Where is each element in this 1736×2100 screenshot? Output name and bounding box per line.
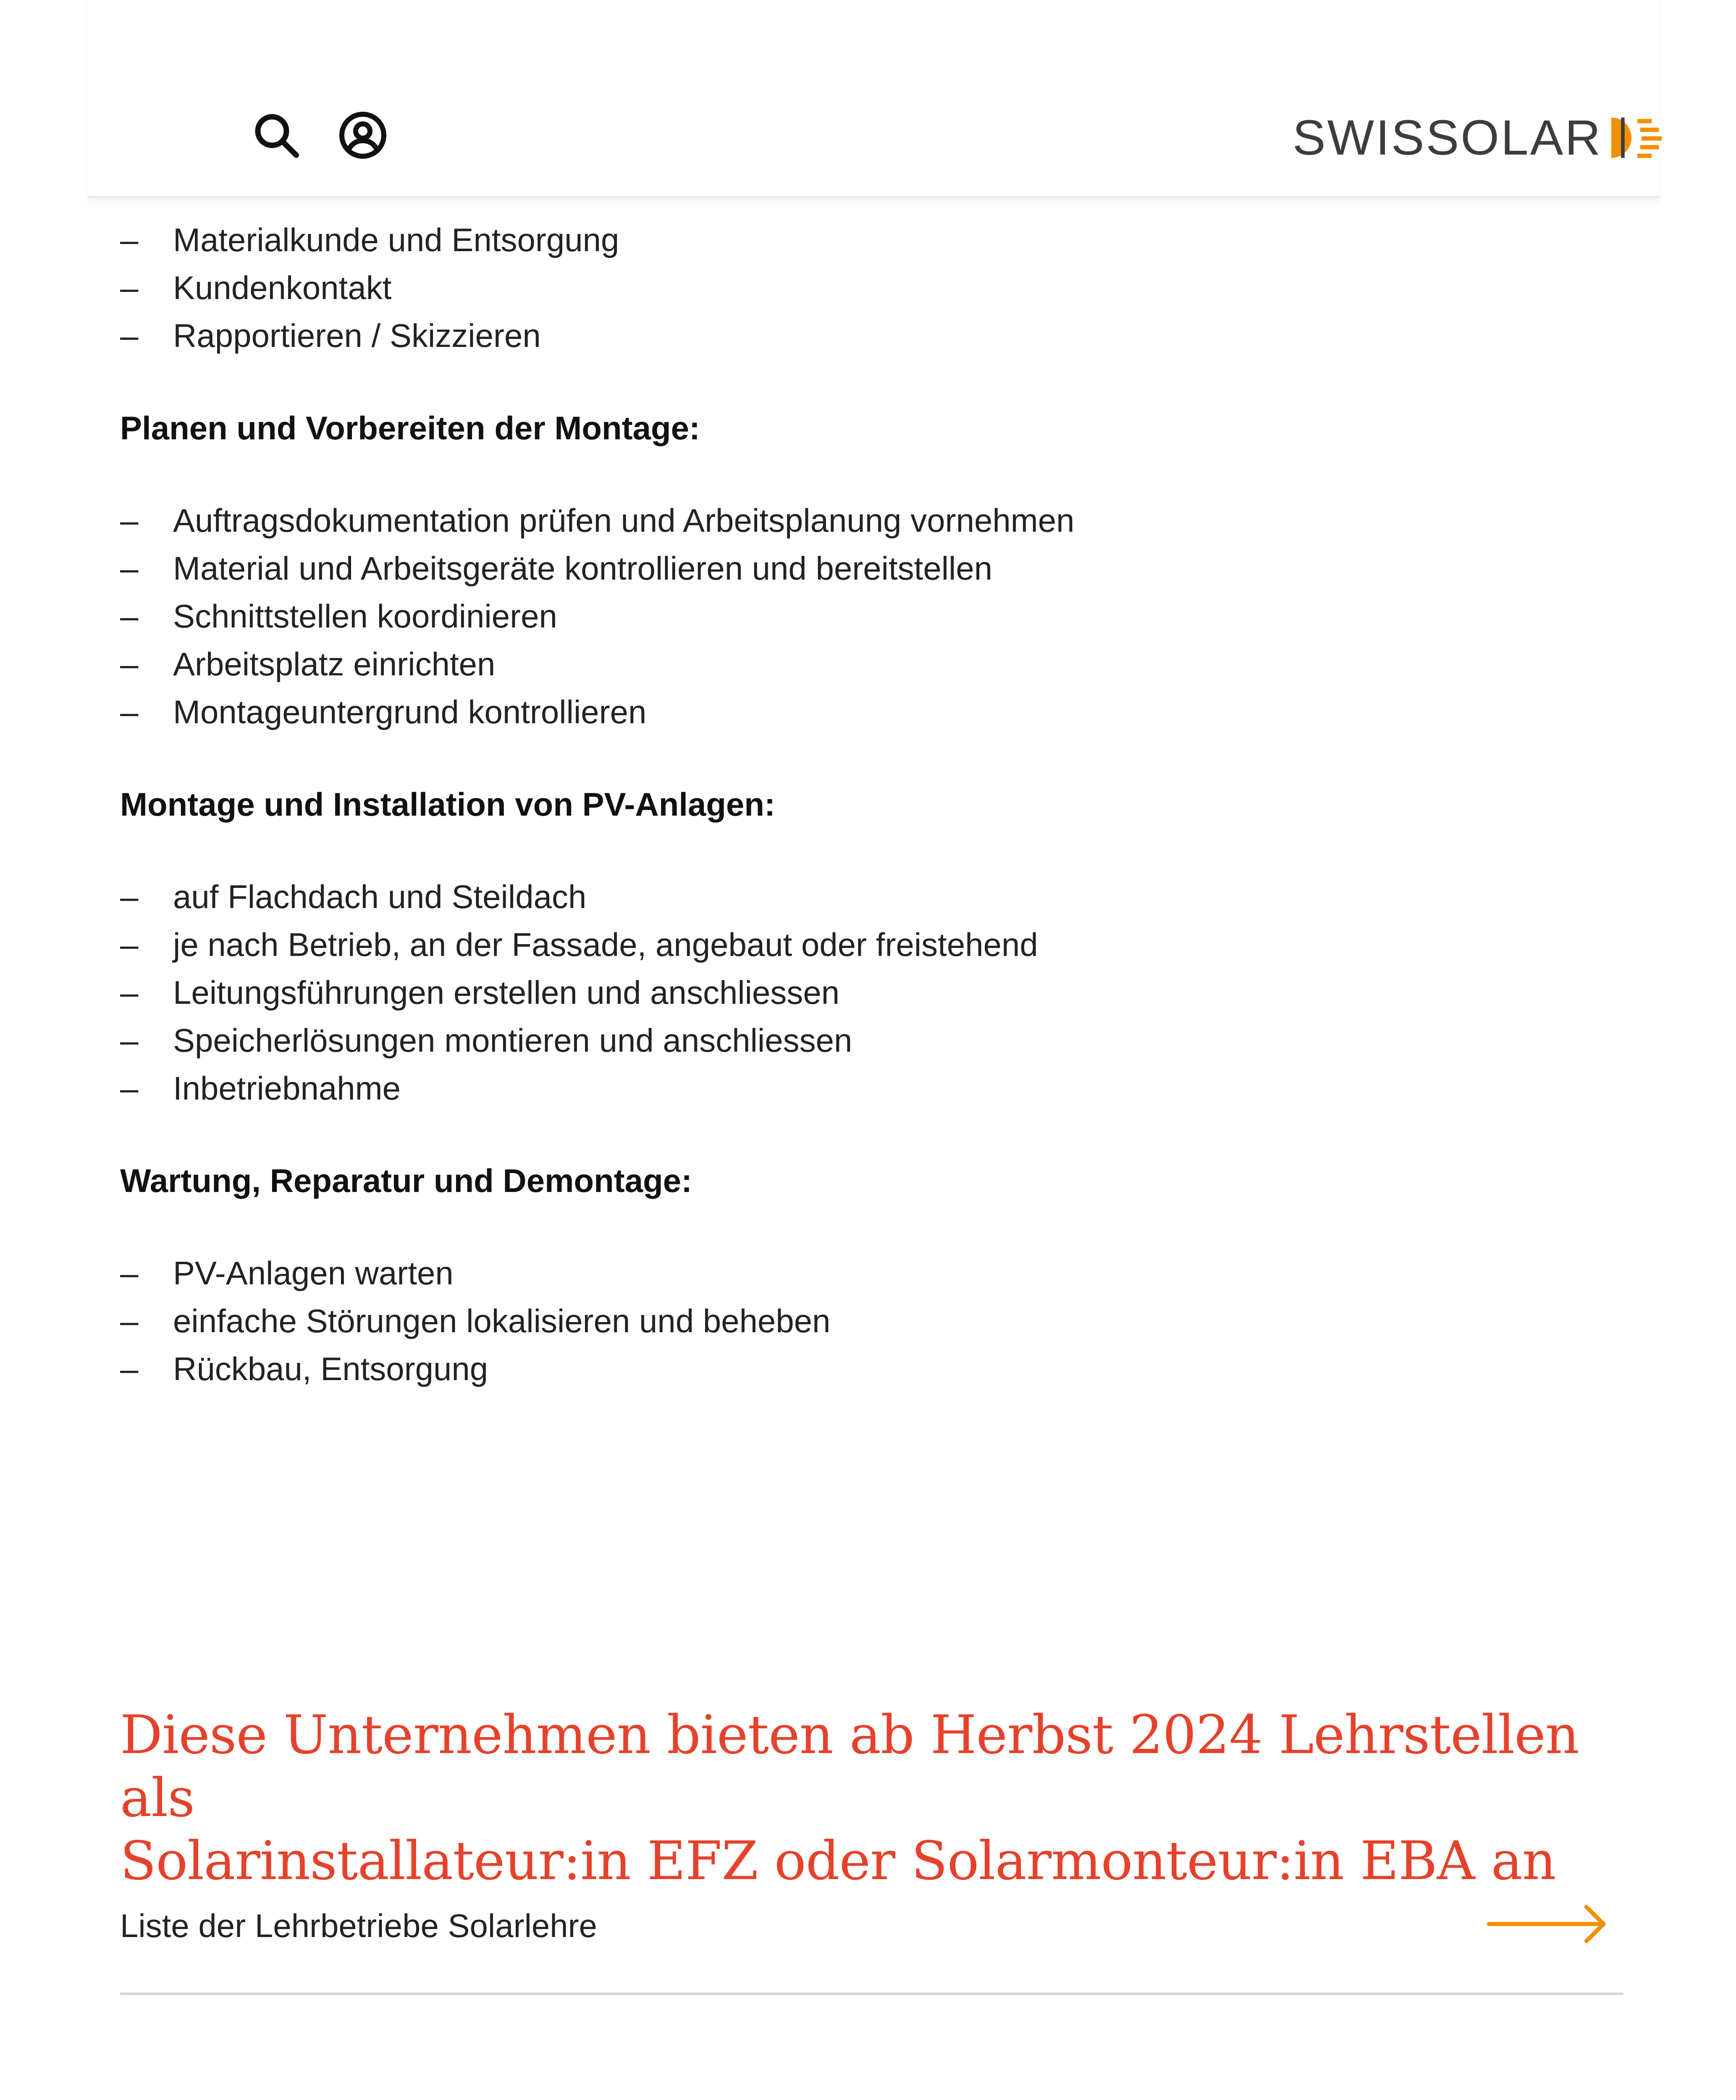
list-item: – Rapportieren / Skizzieren <box>120 317 541 354</box>
link-label: Liste der Lehrbetriebe Solarlehre <box>120 1907 598 1944</box>
list-item: – Kundenkontakt <box>120 269 392 306</box>
section-heading-planning: Planen und Vorbereiten der Montage: <box>120 410 700 446</box>
list-item: – Rückbau, Entsorgung <box>120 1350 488 1387</box>
list-item: – Leitungsführungen erstellen und anschliessen <box>120 974 840 1011</box>
swissolar-logo[interactable] <box>1293 108 1664 167</box>
installation-list <box>120 873 1623 1112</box>
list-item: – Arbeitsplatz einrichten <box>120 646 496 682</box>
account-button[interactable] <box>338 110 388 160</box>
site-header <box>87 0 1660 198</box>
list-item: – auf Flachdach und Steildach <box>120 878 587 915</box>
section-heading-maintenance: Wartung, Reparatur und Demontage: <box>120 1162 692 1199</box>
search-icon <box>251 110 302 160</box>
list-item: – einfache Störungen lokalisieren und beheben <box>120 1302 831 1339</box>
list-item: – Auftragsdokumentation prüfen und Arbeitsplanung vornehmen <box>120 502 1075 539</box>
list-item: – Montageuntergrund kontrollieren <box>120 693 647 730</box>
planning-list <box>120 496 1623 736</box>
main-content <box>120 168 1623 1393</box>
promo-section <box>120 1704 1623 1893</box>
promo-title: Diese Unternehmen bieten ab Herbst 2024 Lehrstellen als Solarinstallateur:in EFZ oder Solarmonteur:in EBA an <box>120 1704 1579 1892</box>
maintenance-list <box>120 1249 1623 1393</box>
logo-text: SWISSOLAR <box>1293 110 1602 165</box>
arrow-right-icon <box>1487 1901 1608 1947</box>
lehrbetriebe-link[interactable] <box>120 1877 1623 1995</box>
list-item: – PV-Anlagen warten <box>120 1255 454 1292</box>
sun-logo-icon <box>1605 115 1664 161</box>
list-item: – je nach Betrieb, an der Fassade, angebaut oder freistehend <box>120 926 1038 963</box>
list-item: – Materialkunde und Entsorgung <box>120 221 619 258</box>
list-item: – Schnittstellen koordinieren <box>120 598 557 635</box>
section-heading-installation: Montage und Installation von PV-Anlagen: <box>120 786 776 823</box>
account-icon <box>338 110 388 160</box>
list-item: – Material und Arbeitsgeräte kontrollieren und bereitstellen <box>120 550 993 587</box>
list-item: – Inbetriebnahme <box>120 1070 401 1107</box>
list-item: – Speicherlösungen montieren und anschliessen <box>120 1022 852 1059</box>
search-button[interactable] <box>251 110 302 160</box>
